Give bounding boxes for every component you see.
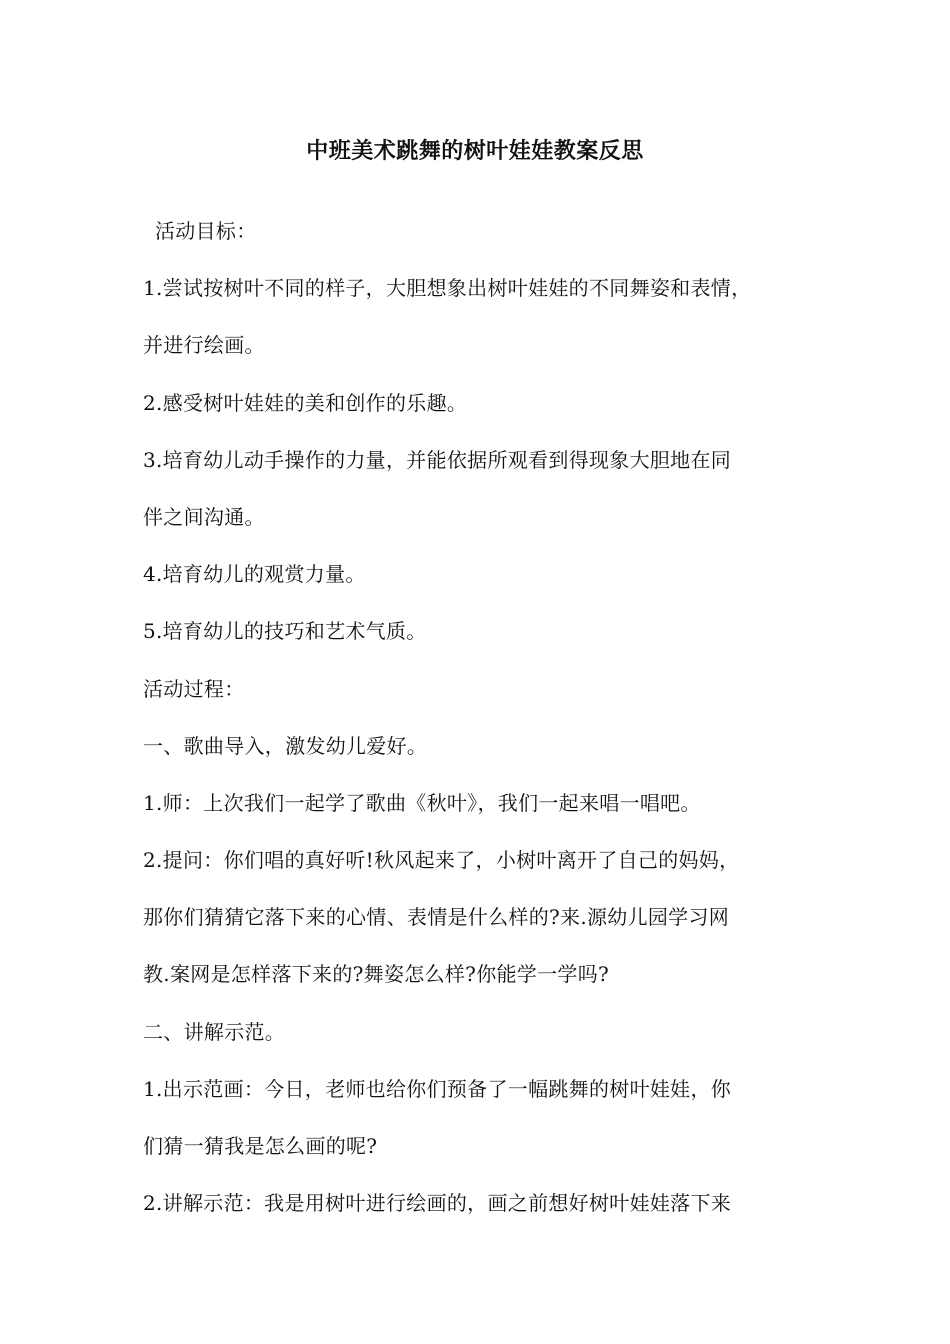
text-line: 们猜一猜我是怎么画的呢? [143, 1134, 378, 1158]
text-line: 一、歌曲导入，激发幼儿爱好。 [143, 733, 428, 758]
text-line: 2.感受树叶娃娃的美和创作的乐趣。 [143, 390, 468, 415]
text-line: 1.尝试按树叶不同的样子，大胆想象出树叶娃娃的不同舞姿和表情， [143, 276, 752, 301]
text-line: 活动目标： [155, 219, 257, 243]
document-body [143, 203, 823, 1232]
text-line: 1.出示范画：今日，老师也给你们预备了一幅跳舞的树叶娃娃，你 [143, 1076, 732, 1101]
text-line: 2.讲解示范：我是用树叶进行绘画的，画之前想好树叶娃娃落下来 [143, 1191, 732, 1216]
text-line: 伴之间沟通。 [143, 504, 265, 529]
text-line: 1.师：上次我们一起学了歌曲《秋叶》，我们一起来唱一唱吧。 [143, 790, 701, 815]
text-line: 活动过程： [143, 676, 245, 701]
text-line: 教.案网是怎样落下来的?舞姿怎么样?你能学一学吗? [143, 962, 610, 987]
text-line: 那你们猜猜它落下来的心情、表情是什么样的?来.源幼儿园学习网 [143, 905, 730, 930]
text-line: 5.培育幼儿的技巧和艺术气质。 [143, 619, 427, 644]
text-line: 4.培育幼儿的观赏力量。 [143, 562, 366, 587]
text-line: 2.提问：你们唱的真好听!秋风起来了，小树叶离开了自己的妈妈， [143, 848, 740, 873]
text-line: 二、讲解示范。 [143, 1019, 286, 1044]
text-line: 并进行绘画。 [143, 333, 265, 358]
text-line: 3.培育幼儿动手操作的力量，并能依据所观看到得现象大胆地在同 [143, 447, 732, 472]
document-title: 中班美术跳舞的树叶娃娃教案反思 [306, 139, 644, 164]
